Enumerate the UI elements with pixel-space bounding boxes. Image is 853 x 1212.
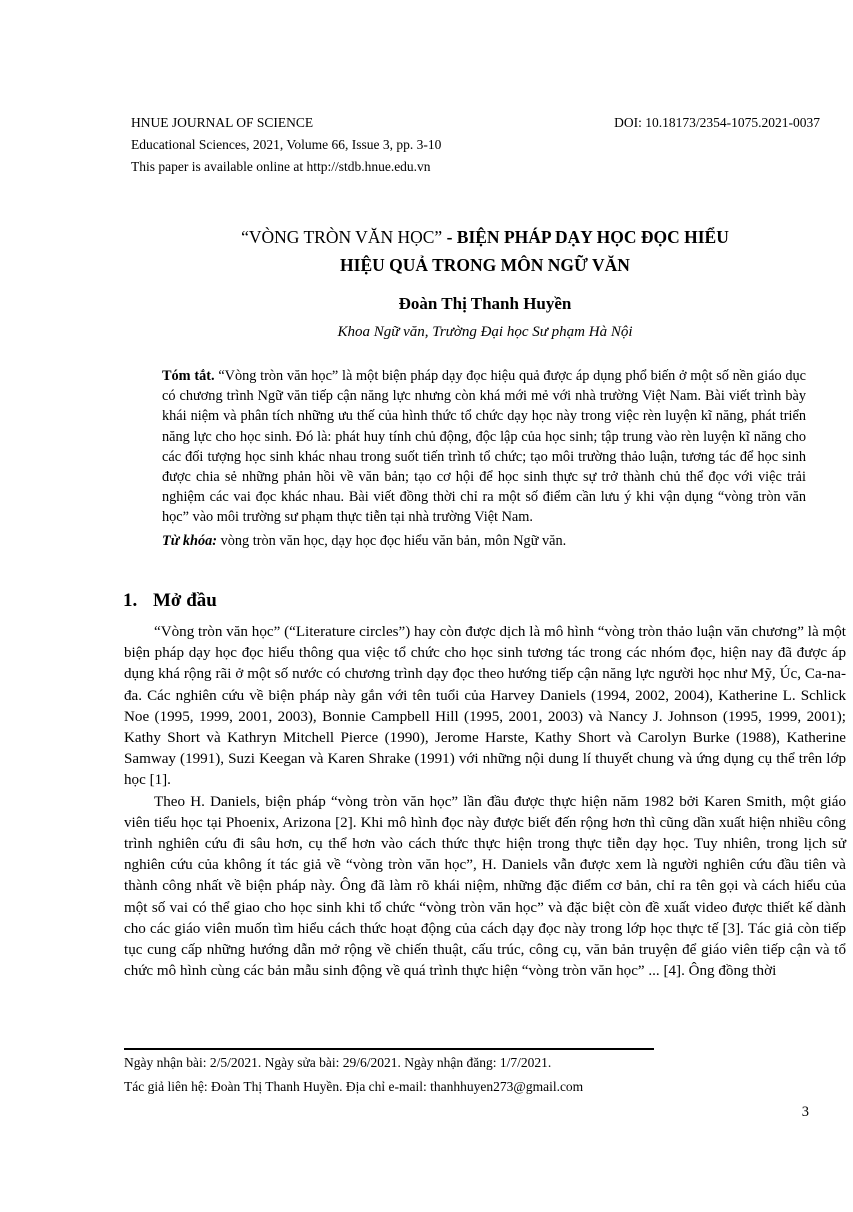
section-title: Mở đầu [153,590,217,611]
abstract-paragraph [162,366,806,528]
article-title [124,223,846,279]
masthead [131,112,820,178]
section-number: 1. [123,590,138,611]
body-paragraph-2: Theo H. Daniels, biện pháp “vòng tròn văn học” lần đầu được thực hiện năm 1982 bởi Karen Smith, một giáo viên tiểu học tại Phoenix, Arizona [2]. Khi mô hình đọc này được biết đến rộng hơn thì cũng dần xuất hiện nhiều công trình nghiên cứu đi sâu hơn, cụ thể hơn vào cách thức thực hiện trong thực tiễn dạy học. Tuy nhiên, trong lịch sử nghiên cứu của không ít tác giả về “vòng tròn văn học”, H. Daniels vẫn được xem là người nghiên cứu đầu tiên và thành công nhất về biện pháp này. Ông đã làm rõ khái niệm, những đặc điểm cơ bản, chỉ ra tên gọi và cách hiểu của một số vai có thể giao cho học sinh khi tổ chức “vòng tròn văn học” và đặc biệt còn đề xuất video được thiết kế dành cho các giáo viên muốn tìm hiểu cách thức hoạt động của cách dạy đọc này trong lớp học thực tế [3]. Tác giả còn tiếp tục cung cấp những hướng dẫn mở rộng về chiến thuật, cấu trúc, công cụ, văn bản truyện để giáo viên tiếp cận và tổ chức mô hình cùng các bản mẫu sinh động về quá trình thực hiện “vòng tròn văn học” ... [4]. Ông đồng thời [124,793,846,980]
availability-note: This paper is available online at http://stdb.hnue.edu.vn [131,159,431,174]
keywords-label: Từ khóa: [162,532,218,549]
doi-text: DOI: 10.18173/2354-1075.2021-0037 [614,115,820,130]
article-title-line-1 [124,223,846,251]
keywords-line [162,531,806,551]
author-name: Đoàn Thị Thanh Huyền [398,294,572,313]
keywords-text: vòng tròn văn học, dạy học đọc hiểu văn bản, môn Ngữ văn. [220,532,567,549]
page-number: 3 [801,1104,809,1120]
abstract-label: Tóm tắt. [162,368,215,384]
section-heading-1 [123,590,217,612]
masthead-row [131,112,820,134]
footnote-separator-rule [124,1048,654,1050]
author-affiliation: Khoa Ngữ văn, Trường Đại học Sư phạm Hà Nội [337,324,633,340]
footnote-dates: Ngày nhận bài: 2/5/2021. Ngày sửa bài: 29/6/2021. Ngày nhận đăng: 1/7/2021. [124,1055,552,1070]
body-paragraph-1: “Vòng tròn văn học” (“Literature circles”) hay còn được dịch là mô hình “vòng tròn thảo luận văn chương” là một biện pháp dạy học đọc hiểu thông qua việc tổ chức cho học sinh tương tác trong các nhóm đọc, hiện nay đã được áp dụng khá rộng rãi ở một số nước có chương trình dạy đọc theo hướng tiếp cận năng lực người học như Mỹ, Úc, Ca-na-đa. Các nghiên cứu về biện pháp này gắn với tên tuổi của Harvey Daniels (1994, 2002, 2004), Katherine L. Schlick Noe (1995, 1999, 2001, 2003), Bonnie Campbell Hill (1995, 2001, 2003) và Nancy J. Johnson (1995, 1999, 2001); Kathy Short và Kathryn Mitchell Pierce (1990), Jerome Harste, Kathy Short và Carolyn Burke (1988), Katherine Samway (1991), Suzi Keegan và Karen Shrake (1991) với những nội dung lí thuyết chung và ứng dụng cụ thể trên lớp học [1]. [124,624,846,789]
article-title-line-2: HIỆU QUẢ TRONG MÔN NGỮ VĂN [340,255,630,275]
article-title-bold-part: - BIỆN PHÁP DẠY HỌC ĐỌC HIỂU [446,227,729,247]
abstract-block [162,366,806,551]
abstract-text: “Vòng tròn văn học” là một biện pháp dạy đọc hiệu quả được áp dụng phổ biến ở một số nền giáo dục có chương trình Ngữ văn tiếp cận năng lực nhưng còn khá mới mẻ với nhà trường Việt Nam. Bài viết trình bày khái niệm và phân tích những ưu thế của hình thức tổ chức dạy học này trong việc rèn luyện kĩ năng, phát triển năng lực cho học sinh. Đó là: phát huy tính chủ động, độc lập của học sinh; tập trung vào rèn luyện kĩ năng cho các đối tượng học sinh khác nhau trong suốt tiến trình tổ chức; tạo môi trường thảo luận, tương tác để học sinh được chia sẻ những phản hồi về văn bản; tạo cơ hội để học sinh thực sự trở thành chủ thể đọc với việc trải nghiệm các vai đọc khác nhau. Bài viết đồng thời chỉ ra một số điểm cần lưu ý khi vận dụng “vòng tròn văn học” vào môi trường sư phạm thực tiễn tại nhà trường Việt Nam. [162,368,807,526]
issue-info: Educational Sciences, 2021, Volume 66, Issue 3, pp. 3-10 [131,137,442,152]
footnote-contact: Tác giả liên hệ: Đoàn Thị Thanh Huyền. Địa chỉ e-mail: thanhhuyen273@gmail.com [124,1079,584,1094]
article-title-quoted-part: “VÒNG TRÒN VĂN HỌC” [241,227,447,247]
body-text [124,622,846,982]
journal-name: HNUE JOURNAL OF SCIENCE [131,115,314,130]
